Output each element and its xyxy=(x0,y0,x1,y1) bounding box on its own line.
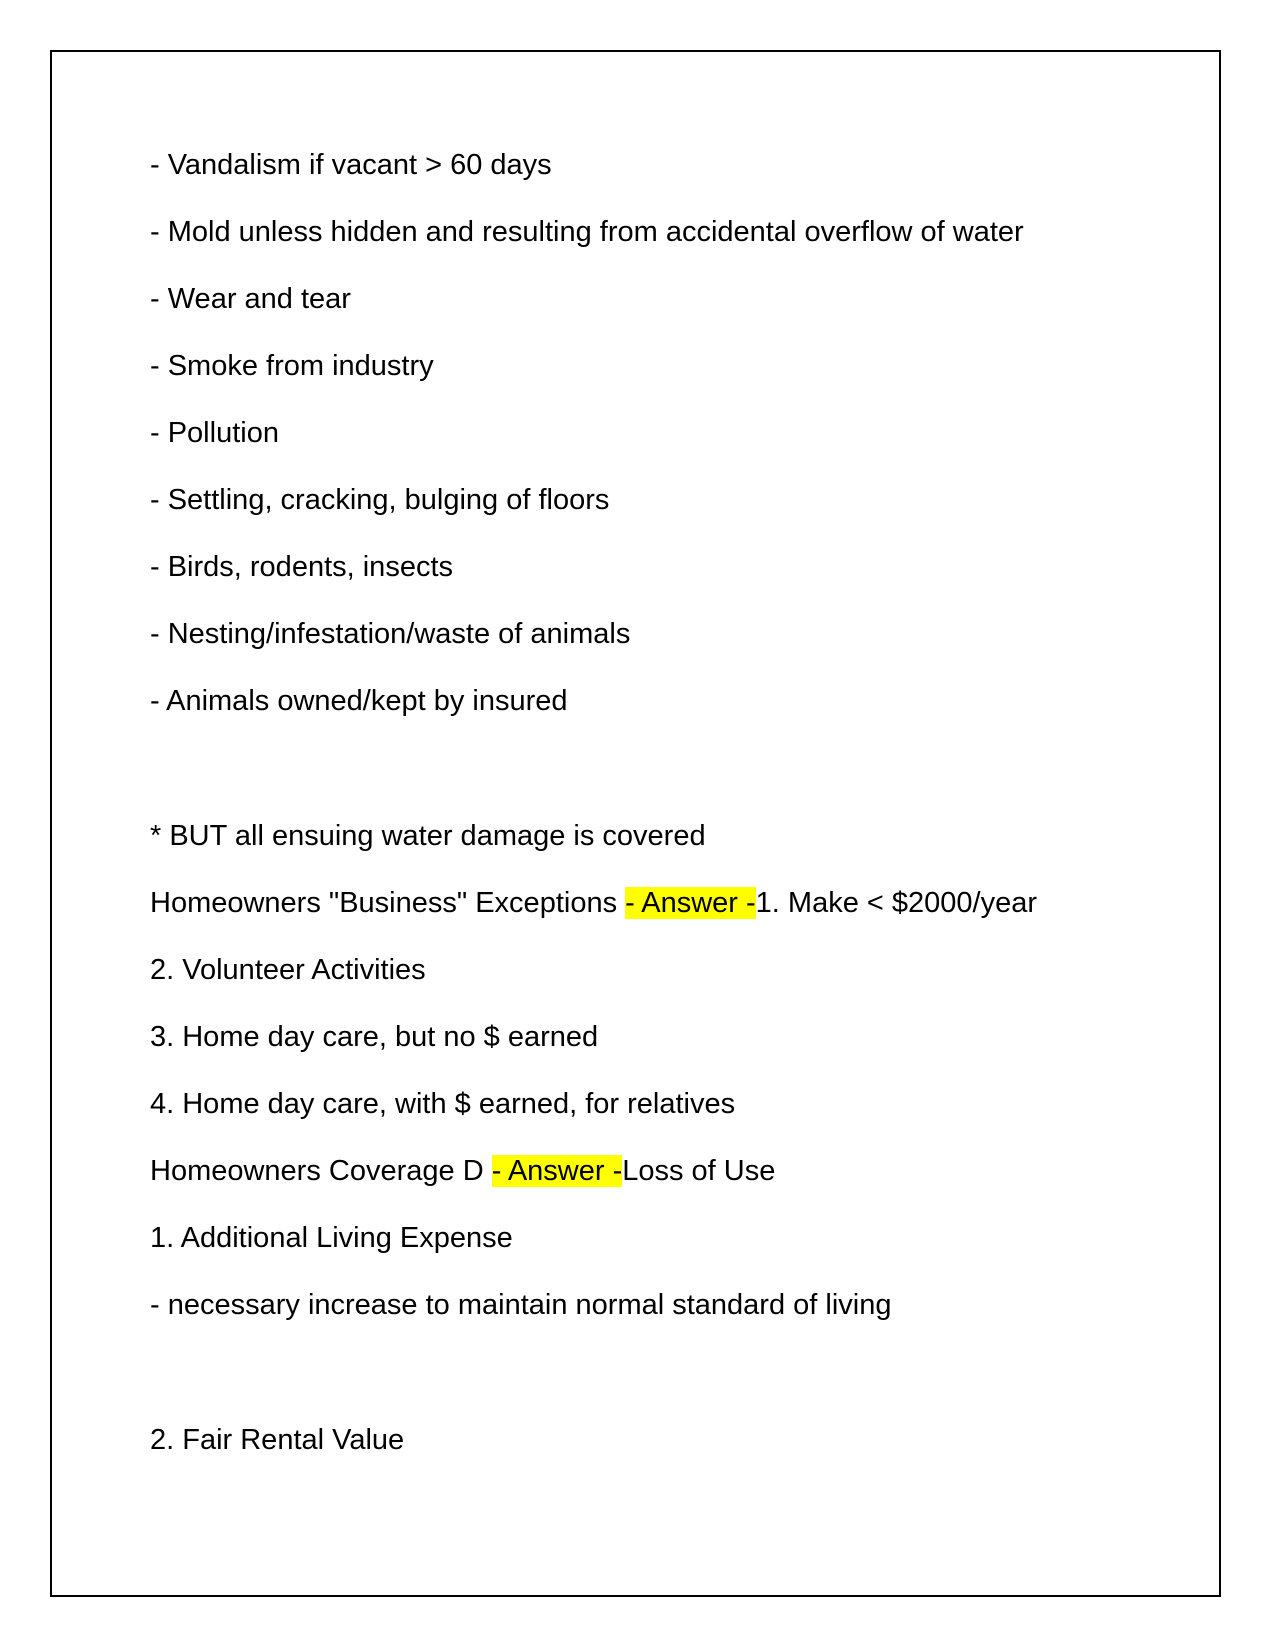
list-item: 3. Home day care, but no $ earned xyxy=(150,1021,599,1053)
coverage-note: * BUT all ensuing water damage is covered xyxy=(150,820,706,852)
business-question xyxy=(150,886,1150,921)
list-item: 2. Fair Rental Value xyxy=(150,1424,405,1456)
list-item: - necessary increase to maintain normal standard of living xyxy=(150,1289,892,1321)
question-text: Homeowners "Business" Exceptions xyxy=(150,887,626,919)
list-item: 1. Additional Living Expense xyxy=(150,1222,513,1254)
list-item: - Settling, cracking, bulging of floors xyxy=(150,484,610,516)
list-item: - Vandalism if vacant > 60 days xyxy=(150,149,552,181)
document-body xyxy=(150,148,1150,1490)
list-item: 4. Home day care, with $ earned, for relatives xyxy=(150,1088,736,1120)
coverage-question xyxy=(150,1154,1150,1189)
list-item: - Pollution xyxy=(150,417,279,449)
list-item: 2. Volunteer Activities xyxy=(150,954,426,986)
answer-text: Loss of Use xyxy=(622,1155,776,1187)
question-text: Homeowners Coverage D xyxy=(150,1155,492,1187)
list-item: - Smoke from industry xyxy=(150,350,434,382)
list-item: - Nesting/infestation/waste of animals xyxy=(150,618,631,650)
answer-highlight: - Answer - xyxy=(491,1155,623,1187)
list-item: - Wear and tear xyxy=(150,283,351,315)
answer-highlight: - Answer - xyxy=(625,887,756,919)
list-item: - Animals owned/kept by insured xyxy=(150,685,568,717)
answer-text: 1. Make < $2000/year xyxy=(755,887,1037,919)
list-item: - Birds, rodents, insects xyxy=(150,551,453,583)
list-item: - Mold unless hidden and resulting from accidental overflow of water xyxy=(150,216,1024,248)
